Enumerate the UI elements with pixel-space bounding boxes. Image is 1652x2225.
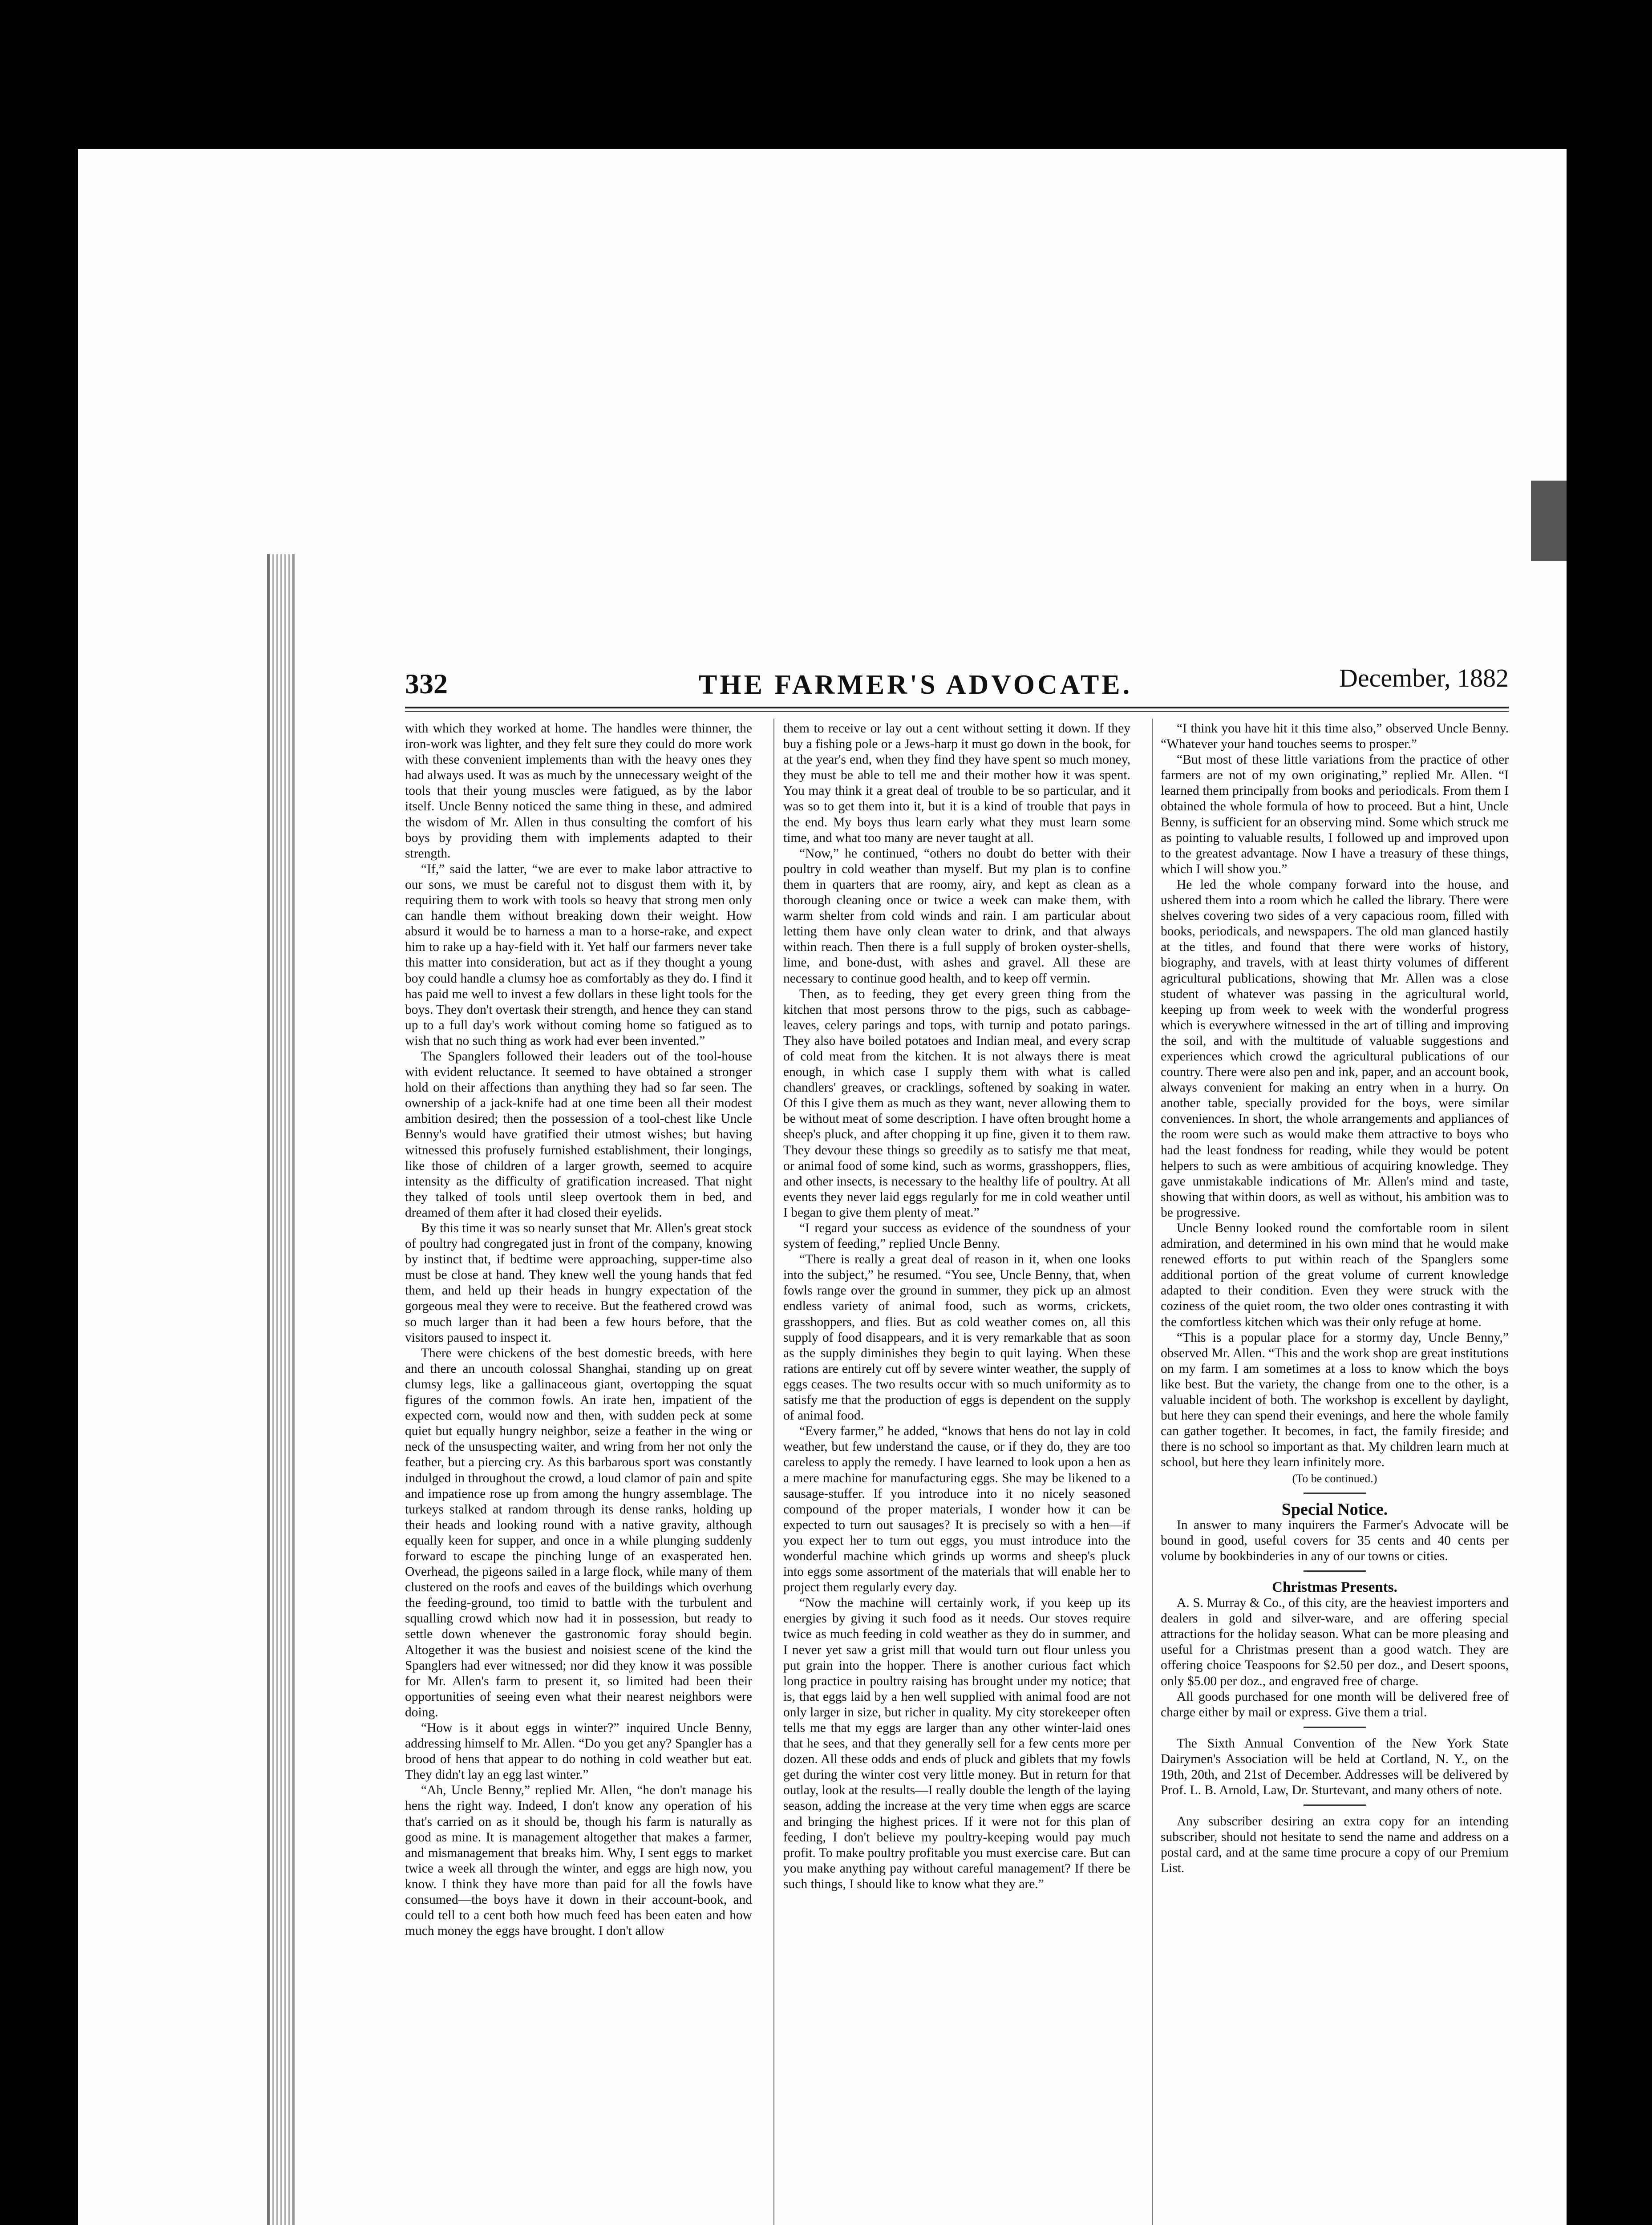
section-divider <box>1304 1570 1366 1572</box>
christmas-presents-body-2: All goods purchased for one month will be delivered free of charge either by mail or express. Give them a trial. <box>1161 1689 1509 1719</box>
scan-shadow-right <box>1620 890 1652 2225</box>
section-divider <box>1304 1804 1366 1806</box>
paragraph: “I think you have hit it this time also,” observed Uncle Benny. “Whatever your hand touches seems to prosper.” <box>1161 721 1509 752</box>
special-notice-heading: Special Notice. <box>1281 1500 1388 1519</box>
paragraph: He led the whole company forward into the house, and ushered them into a room which he called the library. There were shelves covering two sides of a very capacious room, filled with books, periodicals, and newspapers. The old man glanced hastily at the titles, and found that there were works of history, biography, and travels, with at least thirty volumes of different agricultural publications, showing that Mr. Allen was a close student of whatever was passing in the agricultural world, keeping up from week to week with the wonderful progress which is everywhere witnessed in the art of tilling and improving the soil, and with the multitude of valuable suggestions and experiences which crowd the agricultural publications of our country. There were also pen and ink, paper, and an account book, always convenient for making an entry when in a hurry. On another table, specially provided for the boys, were similar conveniences. In short, the whole arrangements and appliances of the room were such as would make them attractive to boys who had the least fondness for reading, while they would be potent helpers to such as were ambitious of acquiring knowledge. They gave unmistakable indications of Mr. Allen's mind and taste, showing that within doors, as well as without, his ambition was to be progressive. <box>1161 877 1509 1220</box>
continued-note: (To be continued.) <box>1292 1472 1377 1485</box>
column-divider <box>1152 719 1153 2225</box>
paragraph: “How is it about eggs in winter?” inquired Uncle Benny, addressing himself to Mr. Allen. “Do you get any? Spangler has a brood of hens that appear to do nothing in cold weather but eat. They didn't lay an egg last winter.” <box>405 1721 752 1782</box>
page-number: 332 <box>405 668 448 700</box>
column-1 <box>405 721 752 1939</box>
paragraph: Uncle Benny looked round the comfortable room in silent admiration, and determined in his own mind that he would make renewed efforts to put within reach of the Spanglers some additional portion of the great volume of current knowledge adapted to their condition. Even they were struck with the coziness of the quiet room, the two older ones contrasting it with the comfortless kitchen which was their only refuge at home. <box>1161 1221 1509 1329</box>
christmas-presents-body: A. S. Murray & Co., of this city, are the heaviest importers and dealers in gold and silver-ware, and are offering special attractions for the holiday season. What can be more pleasing and useful for a Christmas present than a good watch. They are offering choice Teaspoons for $2.50 per doz., and Desert spoons, only $5.00 per doz., and engraved free of charge. <box>1161 1596 1509 1688</box>
paper-title: THE FARMER'S ADVOCATE. <box>699 670 1133 700</box>
paragraph: “Every farmer,” he added, “knows that hens do not lay in cold weather, but few understand the cause, or if they do, they are too careless to apply the remedy. I have learned to look upon a hen as a mere machine for manufacturing eggs. She may be likened to a sausage-stuffer. If you introduce into it no nicely seasoned compound of the proper materials, I wonder how it can be expected to turn out sausages? It is precisely so with a hen—if you expect her to turn out eggs, you must introduce into the wonderful machine which grinds up worms and sheep's pluck into eggs some assortment of the materials that will enable her to project them regularly every day. <box>783 1424 1130 1595</box>
paragraph: “But most of these little variations from the practice of other farmers are not of my own originating,” replied Mr. Allen. “I learned them principally from books and periodicals. From them I obtained the whole formula of how to proceed. But a hint, Uncle Benny, is sufficient for an observing mind. Some which struck me as pointing to valuable results, I followed up and improved upon to the greatest advantage. Now I have a treasury of these things, which I will show you.” <box>1161 752 1509 876</box>
issue-date: December, 1882 <box>1339 663 1509 692</box>
column-divider <box>773 719 774 2225</box>
paragraph: There were chickens of the best domestic breeds, with here and there an uncouth colossal Shanghai, standing up on great clumsy legs, like a gallinaceous giant, overtopping the squat figures of the common fowls. An irate hen, impatient of the expected corn, would now and then, with sudden peck at some quiet but equally hungry neighbor, seize a feather in the wing or neck of the unsuspecting waiter, and wring from her not only the feather, but a piercing cry. As this barbarous sport was constantly indulged in throughout the crowd, a loud clamor of pain and spite and impatience rose up from among the hungry assemblage. The turkeys stalked at random through its dense ranks, holding up their heads and looking round with a native gravity, although equally keen for supper, and once in a while plunging suddenly forward to escape the pinching lunge of an exasperated hen. Overhead, the pigeons sailed in a large flock, while many of them clustered on the roofs and eaves of the buildings which overhung the feeding-ground, too timid to battle with the turbulent and squalling crowd which now had it in possession, but ready to settle down whenever the gastronomic foray should begin. Altogether it was the busiest and noisiest scene of the kind the Spanglers had ever witnessed; nor did they know it was possible for Mr. Allen's farm to present it, so limited had been their opportunities of seeing even what their nearest neighbors were doing. <box>405 1346 752 1719</box>
paragraph: them to receive or lay out a cent without setting it down. If they buy a fishing pole or a Jews-harp it must go down in the book, for at the year's end, when they find they have spent so much money, they must be able to tell me and their mother how it was spent. You may think it a great deal of trouble to be so particular, and it was so to get them into it, but it is a kind of trouble that pays in the end. My boys thus learn early what they must learn some time, and what too many are never taught at all. <box>783 721 1130 845</box>
masthead-rule <box>405 707 1509 708</box>
paragraph: The Spanglers followed their leaders out of the tool-house with evident reluctance. It seemed to have obtained a stronger hold on their affections than anything they had so far seen. The ownership of a jack-knife had at one time been all their modest ambition desired; then the possession of a tool-chest like Uncle Benny's would have gratified their utmost wishes; but having witnessed this profusely furnished establishment, their longings, like those of children of a larger growth, seemed to acquire intensity as the difficulty of gratification increased. That night they talked of tools until sleep overtook them in bed, and dreamed of them after it had closed their eyelids. <box>405 1049 752 1220</box>
paragraph: “Now the machine will certainly work, if you keep up its energies by giving it such food as it needs. Our stoves require twice as much feeding in cold weather as they do in summer, and I never yet saw a grist mill that would turn out flour unless you put grain into the hopper. There is another curious fact which long practice in poultry raising has brought under my notice; that is, that eggs laid by a hen well supplied with animal food are not only larger in size, but richer in quality. My city storekeeper often tells me that my eggs are larger than any other winter-laid ones that he sees, and that they generally sell for a few cents more per dozen. All these odds and ends of pluck and giblets that my fowls get during the winter cost very little money. But in return for that outlay, look at the results—I really double the length of the laying season, adding the increase at the very time when eggs are scarce and bringing the highest prices. If it were not for this plan of feeding, I don't believe my poultry-keeping would pay much profit. To make poultry profitable you must exercise care. But can you make anything pay without careful management? If there be such things, I should like to know what they are.” <box>783 1596 1130 1891</box>
paragraph: By this time it was so nearly sunset that Mr. Allen's great stock of poultry had congregated just in front of the company, knowing by instinct that, if bedtime were approaching, supper-time also must be close at hand. They knew well the young hands that fed them, and held up their heads in hungry expectation of the gorgeous meal they were to receive. But the feathered crowd was so much larger than it had been a few hours before, that the visitors paused to inspect it. <box>405 1221 752 1345</box>
paragraph: “There is really a great deal of reason in it, when one looks into the subject,” he resumed. “You see, Uncle Benny, that, when fowls range over the ground in summer, they pick up an almost endless variety of animal food, such as worms, crickets, grasshoppers, and flies. But as cold weather comes on, all this supply of food disappears, and it is very remarkable that as soon as the supply diminishes they begin to quit laying. When these rations are entirely cut off by severe winter weather, the supply of eggs ceases. The two results occur with so much uniformity as to satisfy me that the production of eggs is dependent on the supply of animal food. <box>783 1252 1130 1423</box>
masthead <box>405 663 1509 699</box>
paragraph: “I regard your success as evidence of the soundness of your system of feeding,” replied Uncle Benny. <box>783 1221 1130 1251</box>
paragraph: “This is a popular place for a stormy day, Uncle Benny,” observed Mr. Allen. “This and the work shop are great institutions on my farm. I am sometimes at a loss to know which the boys like best. But the variety, the change from one to the other, is a valuable incident of both. The workshop is excellent by daylight, but here they can spend their evenings, and here the whole family can gather together. It becomes, in fact, the family fireside; and there is no school so important as that. My children learn much at school, but here they learn infinitely more. <box>1161 1330 1509 1470</box>
section-divider <box>1304 1727 1366 1728</box>
paragraph: “Ah, Uncle Benny,” replied Mr. Allen, “he don't manage his hens the right way. Indeed, I don't know any operation of his that's carried on as it should be, though his farm is naturally as good as mine. It is management altogether that makes a farmer, and mismanagement that breaks him. Why, I sent eggs to market twice a week all through the winter, and eggs are high now, you know. I think they have more than paid for all the fowls have consumed—the boys have it down in their account-book, and could tell to a cent both how much feed has been eaten and how much money the eggs have brought. I don't allow <box>405 1783 752 1938</box>
convention-notice: The Sixth Annual Convention of the New York State Dairymen's Association will be held at Cortland, N. Y., on the 19th, 20th, and 21st of December. Addresses will be delivered by Prof. L. B. Arnold, Law, Dr. Sturtevant, and many others of note. <box>1161 1736 1509 1798</box>
paragraph: “Now,” he continued, “others no doubt do better with their poultry in cold weather than myself. But my plan is to confine them in quarters that are roomy, airy, and kept as clean as a thorough cleaning once or twice a week can make them, with warm shelter from cold winds and rain. I am particular about letting them have only clean water to drink, and that always within reach. Then there is a full supply of broken oyster-shells, lime, and bone-dust, with ashes and gravel. All these are necessary to continue good health, and to keep off vermin. <box>783 846 1130 986</box>
section-divider <box>1304 1493 1366 1494</box>
subscriber-notice: Any subscriber desiring an extra copy for an intending subscriber, should not hesitate to send the name and address on a postal card, and at the same time procure a copy of our Premium List. <box>1161 1814 1509 1876</box>
paragraph: Then, as to feeding, they get every green thing from the kitchen that most persons throw to the pigs, such as cabbage-leaves, celery parings and tops, with turnip and potato parings. They also have boiled potatoes and Indian meal, and every scrap of cold meat from the kitchen. It is not always there is meat enough, in which case I supply them with what is called chandlers' greaves, or cracklings, softened by soaking in water. Of this I give them as much as they want, never allowing them to be without meat of some description. I have often brought home a sheep's pluck, and after chopping it up fine, given it to them raw. They devour these things so greedily as to satisfy me that meat, or animal food of some kind, such as worms, grasshoppers, flies, and other insects, is necessary to the healthy life of poultry. At all events they never laid eggs regularly for me in cold weather until I began to give them plenty of meat.” <box>783 987 1130 1220</box>
special-notice-body: In answer to many inquirers the Farmer's Advocate will be bound in good, useful covers for 35 cents and 40 cents per volume by bookbinderies in any of our towns or cities. <box>1161 1517 1509 1563</box>
scan-shadow <box>1531 481 1567 561</box>
paragraph: with which they worked at home. The handles were thinner, the iron-work was lighter, and they felt sure they could do more work with these convenient implements than with the heavy ones they had always used. It was as much by the unnecessary weight of the tools that their young muscles were fatigued, as by the labor itself. Uncle Benny noticed the same thing in these, and admired the wisdom of Mr. Allen in thus consulting the comfort of his boys by providing them with implements adapted to their strength. <box>405 721 752 861</box>
paragraph: “If,” said the latter, “we are ever to make labor attractive to our sons, we must be careful not to disgust them with it, by requiring them to work with tools so heavy that strong men only can handle them without breaking down their weight. How absurd it would be to harness a man to a horse-rake, and expect him to rake up a hay-field with it. Yet half our farmers never take this matter into consideration, but act as if they thought a young boy could handle a clumsy hoe as comfortably as they do. I find it has paid me well to invest a few dollars in these light tools for the boys. They don't overtask their strength, and hence they can stand up to a full day's work without coming home so fatigued as to wish that no such thing as work had ever been invented.” <box>405 862 752 1048</box>
column-2 <box>783 721 1130 1892</box>
christmas-presents-heading: Christmas Presents. <box>1272 1579 1397 1595</box>
masthead-rule-thin <box>405 711 1509 712</box>
bound-page-edge <box>267 554 295 2225</box>
column-3 <box>1161 721 1509 1877</box>
